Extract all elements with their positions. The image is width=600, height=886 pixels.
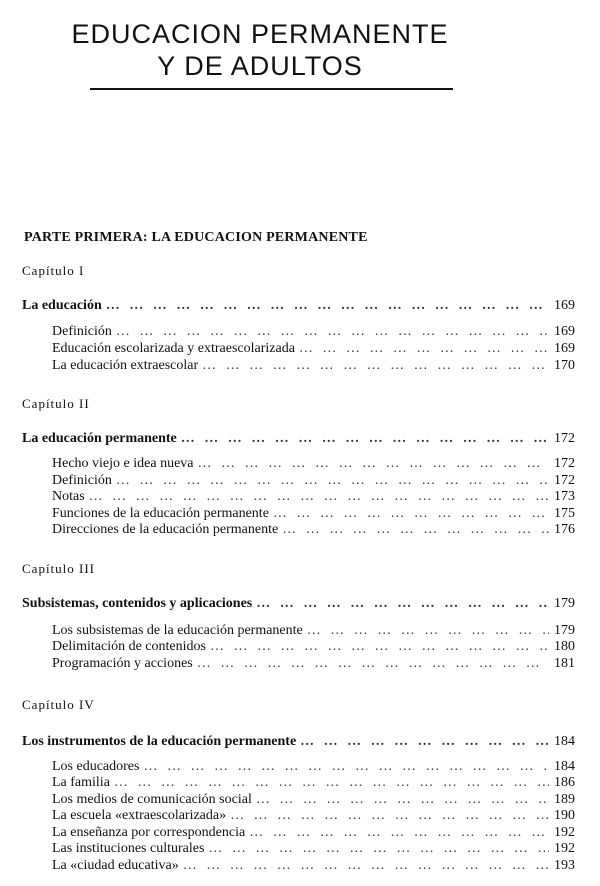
toc-main-entry[interactable] (22, 595, 575, 612)
toc-entry[interactable] (52, 758, 575, 775)
entry-page: 193 (554, 858, 575, 873)
leader-dots (106, 297, 549, 314)
chapter-label: Capítulo II (22, 396, 90, 411)
toc-entry[interactable] (52, 472, 575, 489)
entry-page: 184 (554, 734, 575, 749)
entry-title: La enseñanza por correspondencia (52, 825, 246, 840)
entry-page: 190 (554, 808, 575, 823)
entry-title: La educación extraescolar (52, 358, 199, 373)
leader-dots (299, 340, 549, 357)
leader-dots (210, 638, 549, 655)
leader-dots (256, 791, 549, 808)
chapter-label: Capítulo I (22, 263, 85, 278)
toc-entry[interactable] (52, 323, 575, 340)
entry-title: Definición (52, 473, 112, 488)
leader-dots (181, 430, 549, 447)
entry-page: 179 (554, 623, 575, 638)
leader-dots (183, 857, 549, 874)
leader-dots (143, 758, 549, 775)
entry-title: Programación y acciones (52, 656, 193, 671)
toc-entry[interactable] (52, 357, 575, 374)
entry-page: 172 (554, 456, 575, 471)
entry-page: 175 (554, 506, 575, 521)
entry-page: 172 (554, 473, 575, 488)
toc-entry[interactable] (52, 455, 575, 472)
toc-main-entry[interactable] (22, 297, 575, 314)
part-heading: PARTE PRIMERA: LA EDUCACION PERMANENTE (24, 230, 368, 245)
toc-entry[interactable] (52, 521, 575, 538)
book-title-line-2: Y DE ADULTOS (157, 51, 363, 81)
chapter-label: Capítulo III (22, 561, 96, 576)
entry-title: Los medios de comunicación social (52, 792, 252, 807)
book-title (60, 18, 460, 82)
toc-entry[interactable] (52, 807, 575, 824)
leader-dots (198, 455, 550, 472)
leader-dots (230, 807, 549, 824)
leader-dots (116, 323, 549, 340)
toc-entry[interactable] (52, 655, 575, 672)
toc-main-entry[interactable] (22, 430, 575, 447)
toc-entry[interactable] (52, 488, 575, 505)
leader-dots (116, 472, 549, 489)
leader-dots (256, 595, 549, 612)
entry-title: La «ciudad educativa» (52, 858, 179, 873)
toc-entry[interactable] (52, 857, 575, 874)
entry-page: 172 (554, 431, 575, 446)
entry-title: La familia (52, 775, 110, 790)
toc-entry[interactable] (52, 774, 575, 791)
entry-title: Hecho viejo e idea nueva (52, 456, 194, 471)
toc-main-entry[interactable] (22, 733, 575, 750)
entry-page: 169 (554, 341, 575, 356)
leader-dots (249, 824, 549, 841)
book-title-line-1: EDUCACION PERMANENTE (71, 19, 449, 49)
entry-page: 181 (554, 656, 575, 671)
entry-page: 176 (554, 522, 575, 537)
entry-title: Los educadores (52, 759, 140, 774)
entry-page: 184 (554, 759, 575, 774)
entry-title: Las instituciones culturales (52, 841, 205, 856)
leader-dots (89, 488, 549, 505)
entry-page: 169 (554, 298, 575, 313)
toc-entry[interactable] (52, 840, 575, 857)
entry-title: Los subsistemas de la educación permanente (52, 623, 303, 638)
entry-title: La educación (22, 298, 102, 313)
entry-title: Notas (52, 489, 85, 504)
leader-dots (197, 655, 549, 672)
toc-entry[interactable] (52, 638, 575, 655)
toc-entry[interactable] (52, 505, 575, 522)
title-rule (90, 88, 453, 90)
entry-page: 173 (554, 489, 575, 504)
leader-dots (282, 521, 549, 538)
entry-page: 192 (554, 841, 575, 856)
leader-dots (114, 774, 549, 791)
leader-dots (273, 505, 549, 522)
toc-entry[interactable] (52, 824, 575, 841)
entry-title: Subsistemas, contenidos y aplicaciones (22, 596, 253, 611)
entry-title: La escuela «extraescolarizada» (52, 808, 227, 823)
entry-page: 169 (554, 324, 575, 339)
entry-page: 180 (554, 639, 575, 654)
leader-dots (208, 840, 549, 857)
entry-title: La educación permanente (22, 431, 177, 446)
leader-dots (300, 733, 549, 750)
toc-entry[interactable] (52, 791, 575, 808)
entry-page: 179 (554, 596, 575, 611)
entry-page: 189 (554, 792, 575, 807)
entry-title: Delimitación de contenidos (52, 639, 206, 654)
leader-dots (202, 357, 549, 374)
leader-dots (307, 622, 549, 639)
entry-title: Direcciones de la educación permanente (52, 522, 279, 537)
toc-entry[interactable] (52, 622, 575, 639)
entry-page: 186 (554, 775, 575, 790)
entry-page: 192 (554, 825, 575, 840)
entry-title: Funciones de la educación permanente (52, 506, 269, 521)
entry-title: Definición (52, 324, 112, 339)
entry-title: Educación escolarizada y extraescolarizada (52, 341, 295, 356)
chapter-label: Capítulo IV (22, 697, 95, 712)
entry-page: 170 (554, 358, 575, 373)
toc-entry[interactable] (52, 340, 575, 357)
entry-title: Los instrumentos de la educación permanente (22, 734, 297, 749)
